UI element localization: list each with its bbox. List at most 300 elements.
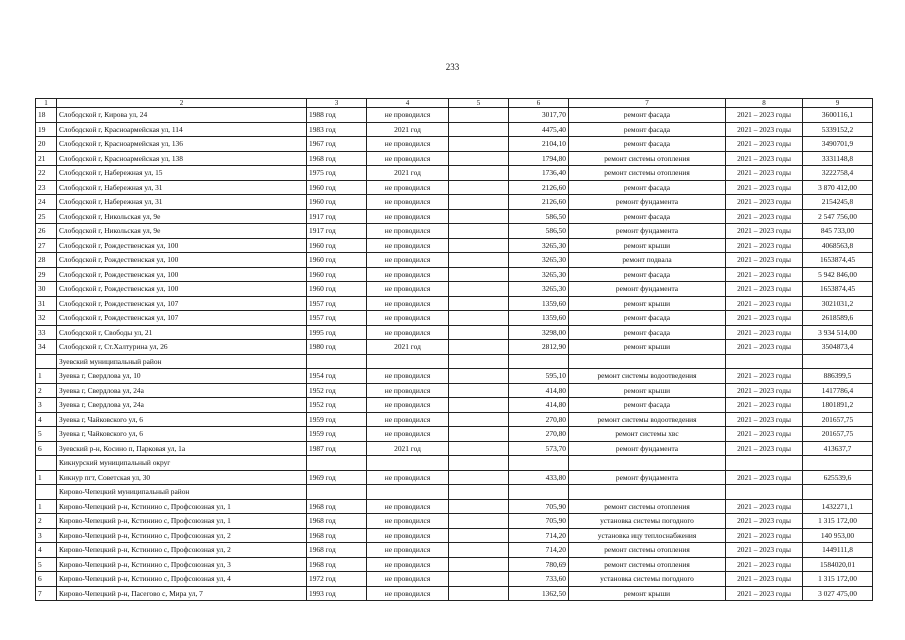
empty-cell bbox=[803, 485, 873, 500]
cost-cell: 886399,5 bbox=[803, 369, 873, 384]
address-cell: Слободской г, Набережная ул, 31 bbox=[57, 195, 307, 210]
address-cell: Слободской г, Свободы ул, 21 bbox=[57, 325, 307, 340]
address-cell: Кирово-Чепецкий р-н, Кстинино с, Профсоюзная ул, 3 bbox=[57, 557, 307, 572]
period-cell: 2021 – 2023 годы bbox=[726, 528, 803, 543]
area-cell: 1736,40 bbox=[509, 166, 569, 181]
address-cell: Зуевка г, Свердлова ул, 24а bbox=[57, 398, 307, 413]
cost-cell: 2 547 756,00 bbox=[803, 209, 873, 224]
table-row bbox=[36, 267, 873, 282]
period-cell: 2021 – 2023 годы bbox=[726, 340, 803, 355]
area-cell: 433,80 bbox=[509, 470, 569, 485]
area-cell: 595,10 bbox=[509, 369, 569, 384]
address-cell: Слободской г, Рождественская ул, 107 bbox=[57, 311, 307, 326]
empty-cell bbox=[449, 586, 509, 601]
period-cell: 2021 – 2023 годы bbox=[726, 499, 803, 514]
period-cell: 2021 – 2023 годы bbox=[726, 427, 803, 442]
address-cell: Слободской г, Красноармейская ул, 114 bbox=[57, 122, 307, 137]
row-number-cell: 29 bbox=[36, 267, 57, 282]
cost-cell: 3 027 475,00 bbox=[803, 586, 873, 601]
row-number-cell: 23 bbox=[36, 180, 57, 195]
area-cell: 3298,00 bbox=[509, 325, 569, 340]
build-year-cell: 1957 год bbox=[307, 311, 367, 326]
column-number-row bbox=[36, 99, 873, 108]
area-cell: 1794,80 bbox=[509, 151, 569, 166]
address-cell: Слободской г, Кирова ул, 24 bbox=[57, 108, 307, 123]
row-number-cell: 4 bbox=[36, 543, 57, 558]
last-repair-cell: не проводился bbox=[367, 224, 449, 239]
build-year-cell: 1967 год bbox=[307, 137, 367, 152]
period-cell: 2021 – 2023 годы bbox=[726, 572, 803, 587]
area-cell: 2104,10 bbox=[509, 137, 569, 152]
address-cell: Слободской г, Рождественская ул, 100 bbox=[57, 238, 307, 253]
area-cell: 414,80 bbox=[509, 383, 569, 398]
empty-cell bbox=[449, 383, 509, 398]
period-cell: 2021 – 2023 годы bbox=[726, 470, 803, 485]
cost-cell: 413637,7 bbox=[803, 441, 873, 456]
work-type-cell: ремонт фасада bbox=[569, 325, 726, 340]
row-number-cell: 1 bbox=[36, 369, 57, 384]
area-cell: 414,80 bbox=[509, 398, 569, 413]
cost-cell: 5 942 846,00 bbox=[803, 267, 873, 282]
empty-cell bbox=[449, 485, 509, 500]
empty-cell bbox=[726, 485, 803, 500]
cost-cell: 3490701,9 bbox=[803, 137, 873, 152]
address-cell: Кирово-Чепецкий р-н, Кстинино с, Профсоюзная ул, 2 bbox=[57, 528, 307, 543]
last-repair-cell: не проводился bbox=[367, 499, 449, 514]
repair-registry-table bbox=[35, 98, 873, 601]
empty-cell bbox=[307, 354, 367, 369]
build-year-cell: 1975 год bbox=[307, 166, 367, 181]
table-row bbox=[36, 369, 873, 384]
empty-cell bbox=[449, 412, 509, 427]
area-cell: 3265,30 bbox=[509, 238, 569, 253]
period-cell: 2021 – 2023 годы bbox=[726, 166, 803, 181]
work-type-cell: ремонт фасада bbox=[569, 108, 726, 123]
work-type-cell: ремонт системы отопления bbox=[569, 499, 726, 514]
last-repair-cell: не проводился bbox=[367, 514, 449, 529]
period-cell: 2021 – 2023 годы bbox=[726, 296, 803, 311]
cost-cell: 140 953,00 bbox=[803, 528, 873, 543]
empty-cell bbox=[367, 354, 449, 369]
last-repair-cell: не проводился bbox=[367, 412, 449, 427]
table-row bbox=[36, 296, 873, 311]
last-repair-cell: не проводился bbox=[367, 311, 449, 326]
area-cell: 780,69 bbox=[509, 557, 569, 572]
row-number-cell: 30 bbox=[36, 282, 57, 297]
empty-cell bbox=[449, 180, 509, 195]
section-row bbox=[36, 485, 873, 500]
table-row bbox=[36, 166, 873, 181]
area-cell: 3265,30 bbox=[509, 267, 569, 282]
table-row bbox=[36, 412, 873, 427]
period-cell: 2021 – 2023 годы bbox=[726, 369, 803, 384]
area-cell: 705,90 bbox=[509, 499, 569, 514]
empty-cell bbox=[449, 238, 509, 253]
work-type-cell: ремонт подвала bbox=[569, 253, 726, 268]
build-year-cell: 1959 год bbox=[307, 412, 367, 427]
row-number-cell: 25 bbox=[36, 209, 57, 224]
cost-cell: 3600116,1 bbox=[803, 108, 873, 123]
cost-cell: 3021031,2 bbox=[803, 296, 873, 311]
table-row bbox=[36, 151, 873, 166]
row-number-cell: 33 bbox=[36, 325, 57, 340]
area-cell: 4475,40 bbox=[509, 122, 569, 137]
cost-cell: 2618589,6 bbox=[803, 311, 873, 326]
row-number-cell: 28 bbox=[36, 253, 57, 268]
table-row bbox=[36, 108, 873, 123]
work-type-cell: ремонт фундамента bbox=[569, 224, 726, 239]
work-type-cell: ремонт фасада bbox=[569, 122, 726, 137]
cost-cell: 625539,6 bbox=[803, 470, 873, 485]
build-year-cell: 1917 год bbox=[307, 224, 367, 239]
cost-cell: 1432271,1 bbox=[803, 499, 873, 514]
work-type-cell: установка ицу теплоснабжения bbox=[569, 528, 726, 543]
area-cell: 3017,70 bbox=[509, 108, 569, 123]
empty-cell bbox=[449, 137, 509, 152]
cost-cell: 1584020,01 bbox=[803, 557, 873, 572]
address-cell: Кирово-Чепецкий р-н, Кстинино с, Профсоюзная ул, 4 bbox=[57, 572, 307, 587]
address-cell: Зуевка г, Чайковского ул, 6 bbox=[57, 427, 307, 442]
period-cell: 2021 – 2023 годы bbox=[726, 224, 803, 239]
column-number: 4 bbox=[367, 99, 449, 108]
work-type-cell: ремонт системы отопления bbox=[569, 166, 726, 181]
row-number-cell: 7 bbox=[36, 586, 57, 601]
column-number: 2 bbox=[57, 99, 307, 108]
work-type-cell: ремонт системы водоотведения bbox=[569, 412, 726, 427]
empty-cell bbox=[449, 499, 509, 514]
empty-cell bbox=[307, 456, 367, 471]
period-cell: 2021 – 2023 годы bbox=[726, 238, 803, 253]
work-type-cell: ремонт фасада bbox=[569, 267, 726, 282]
work-type-cell: ремонт фундамента bbox=[569, 441, 726, 456]
empty-cell bbox=[449, 354, 509, 369]
section-title: Зуевский муниципальный район bbox=[57, 354, 307, 369]
work-type-cell: ремонт крыши bbox=[569, 383, 726, 398]
section-row bbox=[36, 354, 873, 369]
empty-cell bbox=[449, 514, 509, 529]
section-row bbox=[36, 456, 873, 471]
table-row bbox=[36, 441, 873, 456]
cost-cell: 3331148,8 bbox=[803, 151, 873, 166]
table-row bbox=[36, 195, 873, 210]
last-repair-cell: не проводился bbox=[367, 195, 449, 210]
work-type-cell: ремонт фундамента bbox=[569, 282, 726, 297]
row-number-cell: 24 bbox=[36, 195, 57, 210]
empty-cell bbox=[36, 456, 57, 471]
area-cell: 3265,30 bbox=[509, 282, 569, 297]
build-year-cell: 1987 год bbox=[307, 441, 367, 456]
empty-cell bbox=[449, 557, 509, 572]
period-cell: 2021 – 2023 годы bbox=[726, 514, 803, 529]
build-year-cell: 1983 год bbox=[307, 122, 367, 137]
build-year-cell: 1995 год bbox=[307, 325, 367, 340]
period-cell: 2021 – 2023 годы bbox=[726, 195, 803, 210]
period-cell: 2021 – 2023 годы bbox=[726, 441, 803, 456]
address-cell: Кирово-Чепецкий р-н, Кстинино с, Профсоюзная ул, 1 bbox=[57, 514, 307, 529]
address-cell: Слободской г, Рождественская ул, 100 bbox=[57, 253, 307, 268]
table-row bbox=[36, 586, 873, 601]
build-year-cell: 1972 год bbox=[307, 572, 367, 587]
empty-cell bbox=[509, 456, 569, 471]
area-cell: 2126,60 bbox=[509, 180, 569, 195]
empty-cell bbox=[449, 369, 509, 384]
empty-cell bbox=[36, 485, 57, 500]
cost-cell: 4068563,8 bbox=[803, 238, 873, 253]
table-row bbox=[36, 253, 873, 268]
row-number-cell: 6 bbox=[36, 572, 57, 587]
build-year-cell: 1993 год bbox=[307, 586, 367, 601]
cost-cell: 3 870 412,00 bbox=[803, 180, 873, 195]
table-row bbox=[36, 340, 873, 355]
empty-cell bbox=[449, 282, 509, 297]
empty-cell bbox=[726, 354, 803, 369]
work-type-cell: ремонт крыши bbox=[569, 586, 726, 601]
build-year-cell: 1969 год bbox=[307, 470, 367, 485]
last-repair-cell: не проводился bbox=[367, 296, 449, 311]
row-number-cell: 27 bbox=[36, 238, 57, 253]
empty-cell bbox=[449, 253, 509, 268]
empty-cell bbox=[569, 354, 726, 369]
last-repair-cell: не проводился bbox=[367, 238, 449, 253]
column-number: 1 bbox=[36, 99, 57, 108]
empty-cell bbox=[569, 456, 726, 471]
address-cell: Слободской г, Красноармейская ул, 138 bbox=[57, 151, 307, 166]
row-number-cell: 2 bbox=[36, 383, 57, 398]
work-type-cell: установка системы погодного bbox=[569, 514, 726, 529]
table-row bbox=[36, 180, 873, 195]
address-cell: Слободской г, Набережная ул, 15 bbox=[57, 166, 307, 181]
empty-cell bbox=[449, 325, 509, 340]
empty-cell bbox=[726, 456, 803, 471]
last-repair-cell: не проводился bbox=[367, 253, 449, 268]
row-number-cell: 22 bbox=[36, 166, 57, 181]
last-repair-cell: не проводился bbox=[367, 398, 449, 413]
column-number: 7 bbox=[569, 99, 726, 108]
period-cell: 2021 – 2023 годы bbox=[726, 325, 803, 340]
table-row bbox=[36, 122, 873, 137]
empty-cell bbox=[367, 485, 449, 500]
empty-cell bbox=[449, 456, 509, 471]
table-row bbox=[36, 427, 873, 442]
last-repair-cell: не проводился bbox=[367, 383, 449, 398]
work-type-cell: ремонт крыши bbox=[569, 340, 726, 355]
cost-cell: 845 733,00 bbox=[803, 224, 873, 239]
last-repair-cell: 2021 год bbox=[367, 166, 449, 181]
period-cell: 2021 – 2023 годы bbox=[726, 180, 803, 195]
work-type-cell: ремонт системы водоотведения bbox=[569, 369, 726, 384]
table-row bbox=[36, 383, 873, 398]
address-cell: Зуевка г, Свердлова ул, 24а bbox=[57, 383, 307, 398]
build-year-cell: 1968 год bbox=[307, 528, 367, 543]
build-year-cell: 1980 год bbox=[307, 340, 367, 355]
last-repair-cell: не проводился bbox=[367, 137, 449, 152]
address-cell: Слободской г, Ст.Халтурина ул, 26 bbox=[57, 340, 307, 355]
area-cell: 1359,60 bbox=[509, 296, 569, 311]
column-number: 9 bbox=[803, 99, 873, 108]
build-year-cell: 1952 год bbox=[307, 383, 367, 398]
empty-cell bbox=[449, 166, 509, 181]
cost-cell: 201657,75 bbox=[803, 412, 873, 427]
last-repair-cell: не проводился bbox=[367, 108, 449, 123]
period-cell: 2021 – 2023 годы bbox=[726, 398, 803, 413]
area-cell: 705,90 bbox=[509, 514, 569, 529]
work-type-cell: ремонт системы отопления bbox=[569, 151, 726, 166]
cost-cell: 1 315 172,00 bbox=[803, 572, 873, 587]
build-year-cell: 1959 год bbox=[307, 427, 367, 442]
area-cell: 573,70 bbox=[509, 441, 569, 456]
table-row bbox=[36, 137, 873, 152]
empty-cell bbox=[449, 267, 509, 282]
empty-cell bbox=[449, 122, 509, 137]
area-cell: 1359,60 bbox=[509, 311, 569, 326]
period-cell: 2021 – 2023 годы bbox=[726, 267, 803, 282]
last-repair-cell: не проводился bbox=[367, 543, 449, 558]
table-body bbox=[36, 99, 873, 601]
cost-cell: 1417786,4 bbox=[803, 383, 873, 398]
last-repair-cell: 2021 год bbox=[367, 340, 449, 355]
row-number-cell: 1 bbox=[36, 499, 57, 514]
last-repair-cell: не проводился bbox=[367, 470, 449, 485]
address-cell: Слободской г, Никольская ул, 9е bbox=[57, 224, 307, 239]
last-repair-cell: не проводился bbox=[367, 180, 449, 195]
section-title: Кикнурский муниципальный округ bbox=[57, 456, 307, 471]
area-cell: 714,20 bbox=[509, 543, 569, 558]
row-number-cell: 19 bbox=[36, 122, 57, 137]
build-year-cell: 1960 год bbox=[307, 238, 367, 253]
empty-cell bbox=[449, 528, 509, 543]
table-row bbox=[36, 282, 873, 297]
empty-cell bbox=[449, 470, 509, 485]
cost-cell: 5339152,2 bbox=[803, 122, 873, 137]
cost-cell: 1653874,45 bbox=[803, 282, 873, 297]
last-repair-cell: не проводился bbox=[367, 528, 449, 543]
table-row bbox=[36, 224, 873, 239]
build-year-cell: 1968 год bbox=[307, 543, 367, 558]
row-number-cell: 18 bbox=[36, 108, 57, 123]
area-cell: 2812,90 bbox=[509, 340, 569, 355]
row-number-cell: 32 bbox=[36, 311, 57, 326]
table-row bbox=[36, 209, 873, 224]
empty-cell bbox=[449, 340, 509, 355]
period-cell: 2021 – 2023 годы bbox=[726, 311, 803, 326]
build-year-cell: 1952 год bbox=[307, 398, 367, 413]
row-number-cell: 21 bbox=[36, 151, 57, 166]
work-type-cell: ремонт фундамента bbox=[569, 195, 726, 210]
build-year-cell: 1960 год bbox=[307, 253, 367, 268]
area-cell: 1362,50 bbox=[509, 586, 569, 601]
address-cell: Кикнур пгт, Советская ул, 30 bbox=[57, 470, 307, 485]
last-repair-cell: не проводился bbox=[367, 369, 449, 384]
address-cell: Зуевский р-н, Косино п, Парковая ул, 1а bbox=[57, 441, 307, 456]
row-number-cell: 2 bbox=[36, 514, 57, 529]
work-type-cell: ремонт крыши bbox=[569, 238, 726, 253]
build-year-cell: 1968 год bbox=[307, 151, 367, 166]
column-number: 6 bbox=[509, 99, 569, 108]
table-row bbox=[36, 528, 873, 543]
area-cell: 2126,60 bbox=[509, 195, 569, 210]
last-repair-cell: не проводился bbox=[367, 267, 449, 282]
row-number-cell: 4 bbox=[36, 412, 57, 427]
row-number-cell: 6 bbox=[36, 441, 57, 456]
build-year-cell: 1988 год bbox=[307, 108, 367, 123]
empty-cell bbox=[509, 354, 569, 369]
period-cell: 2021 – 2023 годы bbox=[726, 108, 803, 123]
empty-cell bbox=[449, 224, 509, 239]
table-row bbox=[36, 499, 873, 514]
cost-cell: 1 315 172,00 bbox=[803, 514, 873, 529]
empty-cell bbox=[449, 543, 509, 558]
build-year-cell: 1954 год bbox=[307, 369, 367, 384]
address-cell: Кирово-Чепецкий р-н, Кстинино с, Профсоюзная ул, 1 bbox=[57, 499, 307, 514]
section-title: Кирово-Чепецкий муниципальный район bbox=[57, 485, 307, 500]
build-year-cell: 1917 год bbox=[307, 209, 367, 224]
empty-cell bbox=[449, 108, 509, 123]
empty-cell bbox=[449, 209, 509, 224]
build-year-cell: 1968 год bbox=[307, 514, 367, 529]
period-cell: 2021 – 2023 годы bbox=[726, 137, 803, 152]
area-cell: 733,60 bbox=[509, 572, 569, 587]
row-number-cell: 31 bbox=[36, 296, 57, 311]
period-cell: 2021 – 2023 годы bbox=[726, 543, 803, 558]
build-year-cell: 1960 год bbox=[307, 267, 367, 282]
address-cell: Кирово-Чепецкий р-н, Кстинино с, Профсоюзная ул, 2 bbox=[57, 543, 307, 558]
area-cell: 586,50 bbox=[509, 209, 569, 224]
period-cell: 2021 – 2023 годы bbox=[726, 151, 803, 166]
cost-cell: 1653874,45 bbox=[803, 253, 873, 268]
last-repair-cell: не проводился bbox=[367, 557, 449, 572]
address-cell: Слободской г, Рождественская ул, 107 bbox=[57, 296, 307, 311]
last-repair-cell: не проводился bbox=[367, 209, 449, 224]
address-cell: Слободской г, Красноармейская ул, 136 bbox=[57, 137, 307, 152]
build-year-cell: 1968 год bbox=[307, 557, 367, 572]
build-year-cell: 1957 год bbox=[307, 296, 367, 311]
work-type-cell: ремонт системы отопления bbox=[569, 543, 726, 558]
cost-cell: 1449111,8 bbox=[803, 543, 873, 558]
area-cell: 714,20 bbox=[509, 528, 569, 543]
empty-cell bbox=[367, 456, 449, 471]
row-number-cell: 26 bbox=[36, 224, 57, 239]
empty-cell bbox=[307, 485, 367, 500]
last-repair-cell: не проводился bbox=[367, 325, 449, 340]
cost-cell: 3 934 514,00 bbox=[803, 325, 873, 340]
empty-cell bbox=[449, 296, 509, 311]
row-number-cell: 20 bbox=[36, 137, 57, 152]
last-repair-cell: 2021 год bbox=[367, 122, 449, 137]
empty-cell bbox=[449, 151, 509, 166]
area-cell: 586,50 bbox=[509, 224, 569, 239]
last-repair-cell: 2021 год bbox=[367, 441, 449, 456]
row-number-cell: 3 bbox=[36, 398, 57, 413]
build-year-cell: 1960 год bbox=[307, 195, 367, 210]
work-type-cell: ремонт фундамента bbox=[569, 470, 726, 485]
table-row bbox=[36, 514, 873, 529]
table-row bbox=[36, 543, 873, 558]
row-number-cell: 5 bbox=[36, 427, 57, 442]
cost-cell: 201657,75 bbox=[803, 427, 873, 442]
cost-cell: 3504873,4 bbox=[803, 340, 873, 355]
column-number: 5 bbox=[449, 99, 509, 108]
period-cell: 2021 – 2023 годы bbox=[726, 282, 803, 297]
work-type-cell: ремонт фасада bbox=[569, 398, 726, 413]
table-row bbox=[36, 325, 873, 340]
empty-cell bbox=[569, 485, 726, 500]
address-cell: Слободской г, Рождественская ул, 100 bbox=[57, 267, 307, 282]
work-type-cell: установка системы погодного bbox=[569, 572, 726, 587]
last-repair-cell: не проводился bbox=[367, 586, 449, 601]
work-type-cell: ремонт фасада bbox=[569, 209, 726, 224]
address-cell: Слободской г, Набережная ул, 31 bbox=[57, 180, 307, 195]
row-number-cell: 34 bbox=[36, 340, 57, 355]
